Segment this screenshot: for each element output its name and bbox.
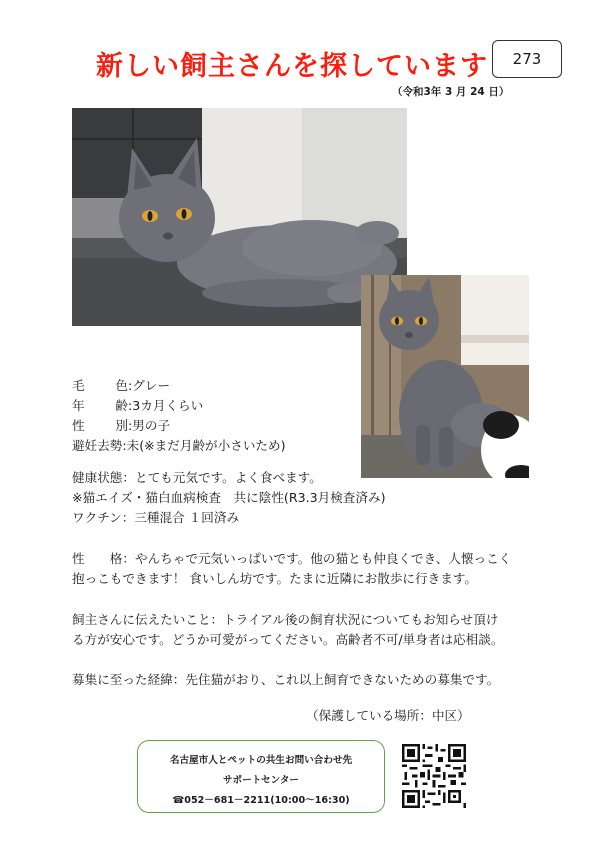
profile-separator: : [128,418,133,433]
reason-line: 募集に至った経緯：先住猫がおり、これ以上飼育できないための募集です。 [72,672,500,687]
personality-line-1: 性 格：やんちゃで元気いっぱいです。他の猫とも仲良くでき、人懐っこく [72,551,512,566]
profile-separator: : [128,378,133,393]
personality-section [72,549,511,589]
posting-date: （令和3年 3 月 24 日） [392,86,510,98]
gray-cat-lying-photo [72,108,407,326]
profile-separator: : [128,398,133,413]
profile-label: 避妊去勢 [72,438,123,453]
profile-fur-color [72,376,286,396]
qr-code[interactable] [402,744,466,808]
owner-message-line-2: る方が安心です。どうか可愛がってください。高齢者不可/単身者は応相談。 [72,632,504,647]
shelter-location: （保護している場所：中区） [306,708,470,723]
vaccination: ワクチン：三種混合 １回済み [72,510,240,525]
profile-value: 3カ月くらい [132,398,204,413]
health-status: 健康状態：とても元気です。よく食べます。 [72,470,322,485]
owner-message-section [72,610,503,650]
profile-neutered [72,436,286,456]
profile-value: 男の子 [132,418,171,433]
personality-line-2: 抱っこもできます！ 食いしん坊です。たまに近隣にお散歩に行きます。 [72,571,477,586]
owner-message-line-1: 飼主さんに伝えたいこと：トライアル後の飼育状況についてもお知らせ頂け [72,612,499,627]
profile-age [72,396,286,416]
listing-number-box [492,40,562,78]
profile-label: 毛 色 [72,378,128,393]
profile-value: 未(※まだ月齢が小さいため) [126,438,286,453]
contact-center-name: サポートセンター [222,775,300,786]
profile-label: 年 齢 [72,398,128,413]
health-section [72,468,386,528]
profile-separator: : [122,438,127,453]
profile-value: グレー [132,378,171,393]
listing-number: 273 [512,50,542,68]
reason-section [72,670,499,690]
contact-box [137,740,385,813]
profile-label: 性 別 [72,418,128,433]
page-title: 新しい飼主さんを探しています [96,51,488,82]
gray-cat-sitting-photo [361,275,529,478]
profile-sex [72,416,286,436]
health-test-result: ※猫エイズ・猫白血病検査 共に陰性(R3.3月検査済み) [72,490,386,505]
contact-organization: 名古屋市人とペットの共生お問い合わせ先 [169,755,353,766]
cat-profile [72,376,286,456]
contact-phone[interactable]: ☎052－681－2211(10:00～16:30) [172,795,350,806]
